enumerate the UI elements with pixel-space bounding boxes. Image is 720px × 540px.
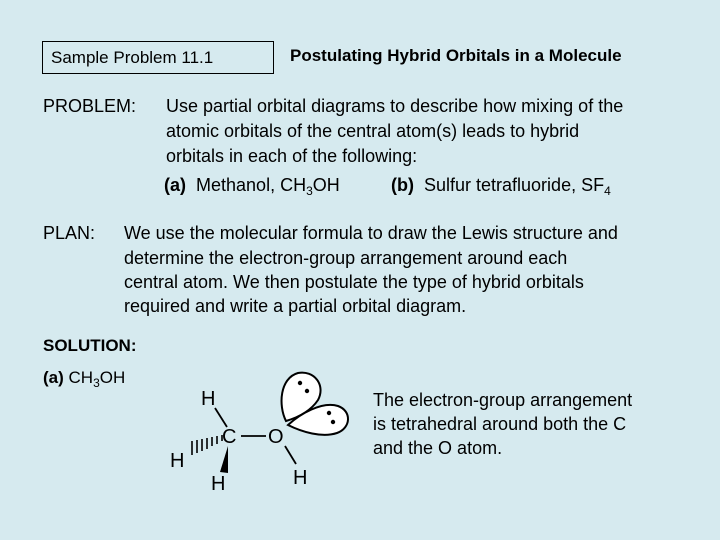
atom-c: C: [222, 426, 237, 448]
lone-pair-dot: [298, 381, 302, 385]
part-b-sub: 4: [604, 184, 611, 198]
part-b: [391, 173, 611, 198]
problem-line-3: orbitals in each of the following:: [166, 146, 418, 166]
plan-label: PLAN:: [43, 223, 96, 243]
part-a: [164, 173, 340, 198]
bond-c-h-hash: [192, 435, 222, 455]
atom-h-top: H: [201, 388, 216, 410]
atom-h-left: H: [170, 450, 185, 472]
plan-line-1: We use the molecular formula to draw the Lewis structure and: [124, 223, 618, 243]
solution-description-1: The electron-group arrangement: [373, 390, 633, 410]
lone-pair-dot: [305, 389, 309, 393]
problem-line-2: atomic orbitals of the central atom(s) leads to hybrid: [166, 121, 580, 141]
part-a-sub: 3: [306, 184, 313, 198]
solution-description-3: and the O atom.: [373, 438, 503, 458]
solution-formula-sub: 3: [93, 376, 100, 390]
lone-pair-dot: [327, 411, 331, 415]
part-a-tail: OH: [312, 175, 340, 195]
problem-label: PROBLEM:: [43, 96, 137, 116]
plan-line-3: central atom. We then postulate the type of hybrid orbitals: [124, 272, 584, 292]
part-a-label: (a): [164, 175, 186, 195]
plan-line-4: required and write a partial orbital diagram.: [124, 296, 467, 316]
bond-o-h: [285, 446, 296, 464]
atom-o: O: [268, 426, 284, 448]
atom-h-bottom: H: [211, 473, 226, 495]
part-b-label: (b): [391, 175, 414, 195]
solution-part-label: (a): [43, 368, 64, 387]
methanol-structure: [160, 360, 370, 500]
solution-label: SOLUTION:: [43, 336, 137, 355]
bond-c-h-wedge: [220, 446, 228, 473]
sample-problem-label: Sample Problem 11.1: [42, 41, 274, 74]
solution-formula-main: CH: [63, 368, 94, 387]
solution-formula-tail: OH: [99, 368, 126, 387]
solution-description-2: is tetrahedral around both the C: [373, 414, 627, 434]
atom-h-right: H: [293, 467, 308, 489]
bond-c-h-top: [215, 408, 227, 427]
part-a-text: Methanol, CH: [196, 175, 307, 195]
lone-pair-dot: [331, 420, 335, 424]
part-b-text: Sulfur tetrafluoride, SF: [424, 175, 605, 195]
page-title: Postulating Hybrid Orbitals in a Molecule: [290, 46, 622, 65]
problem-line-1: Use partial orbital diagrams to describe how mixing of the: [166, 96, 624, 116]
solution-formula: [43, 365, 125, 390]
plan-line-2: determine the electron-group arrangement around each: [124, 248, 568, 268]
